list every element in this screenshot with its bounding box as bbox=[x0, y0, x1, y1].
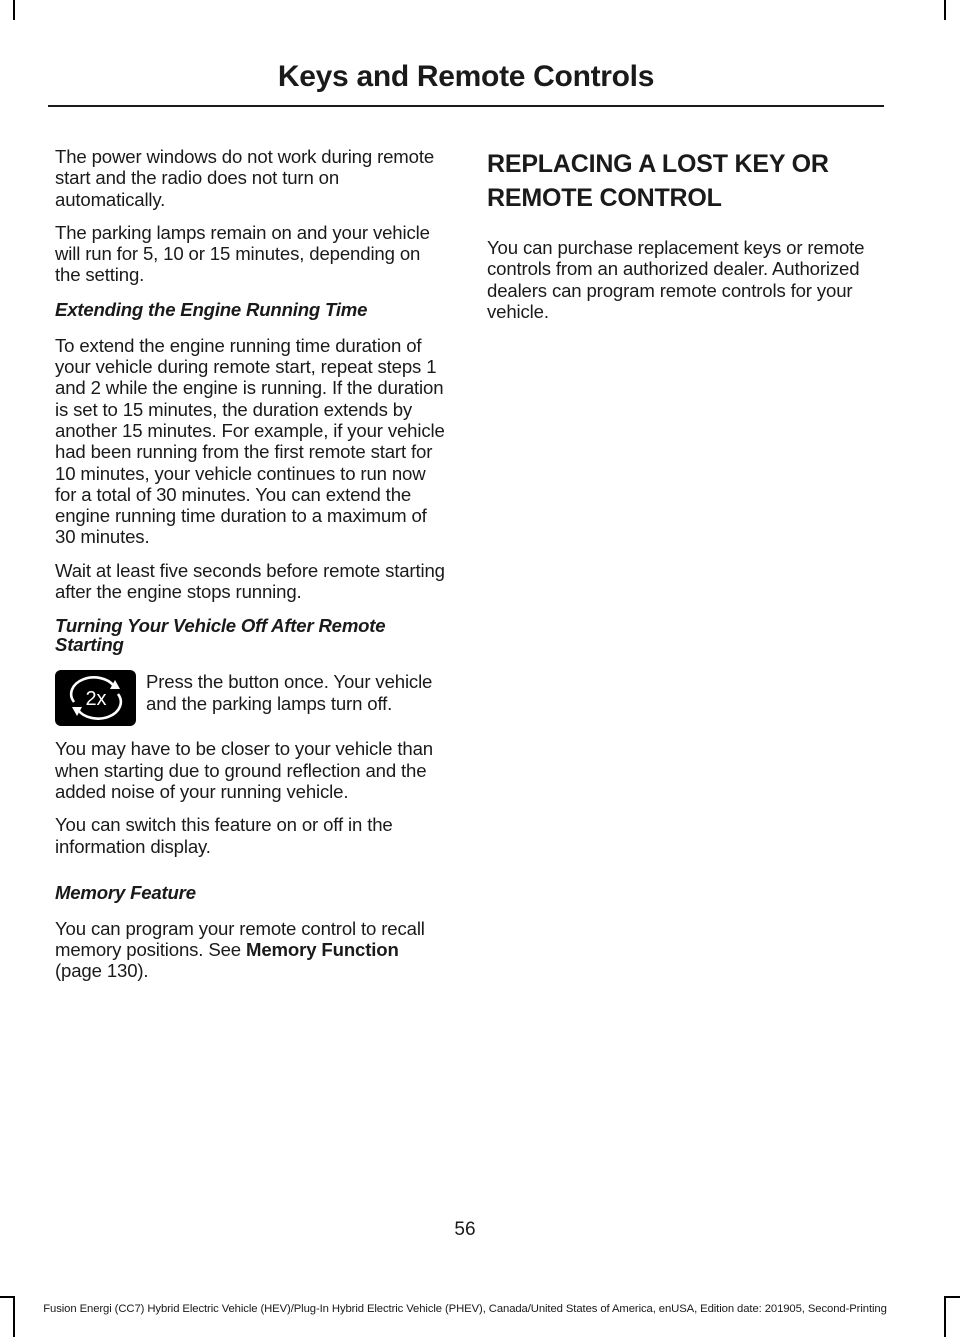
paragraph-press-button-once: Press the button once. Your vehicle and the parking lamps turn off. bbox=[146, 671, 433, 714]
page-number: 56 bbox=[454, 1219, 476, 1240]
remote-start-icon-row bbox=[55, 670, 450, 726]
left-column bbox=[55, 146, 450, 994]
paragraph-power-windows: The power windows do not work during remote start and the radio does not turn on automatically. bbox=[55, 146, 435, 210]
paragraph-information-display: You can switch this feature on or off in the information display. bbox=[55, 814, 393, 857]
paragraph-ground-reflection: You may have to be closer to your vehicle than when starting due to ground reflection and the added noise of your running vehicle. bbox=[55, 738, 433, 802]
paragraph-wait-five-seconds: Wait at least five seconds before remote starting after the engine stops running. bbox=[55, 559, 445, 603]
section-heading-line-1: REPLACING A LOST KEY OR bbox=[487, 150, 829, 178]
crop-mark-bottom-right-h bbox=[944, 1296, 960, 1298]
section-heading-line-2: REMOTE CONTROL bbox=[487, 184, 722, 212]
subheading-memory-feature: Memory Feature bbox=[55, 881, 196, 903]
header-divider bbox=[48, 105, 884, 107]
crop-mark-bottom-left-h bbox=[0, 1296, 15, 1298]
crop-mark-bottom-right bbox=[944, 1296, 946, 1337]
remote-start-2x-icon bbox=[55, 670, 136, 726]
icon-2x-label: 2x bbox=[84, 688, 107, 711]
memory-function-link[interactable]: Memory Function bbox=[245, 939, 399, 961]
memory-text-pre: You can program your remote control to recall memory positions. See bbox=[55, 917, 425, 961]
crop-mark-top-right bbox=[944, 0, 946, 20]
paragraph-extend-duration: To extend the engine running time duration of your vehicle during remote start, repeat steps 1 and 2 while the engine is running. If the duration is set to 15 minutes, the duration extends by another 15 minutes. For example, if your vehicle had been running from the first remote start for 10 minutes, your vehicle continues to run now for a total of 30 minutes. You can extend the engine running time duration to a maximum of 30 minutes. bbox=[55, 334, 445, 548]
right-column bbox=[487, 146, 882, 334]
footer-edition-info: Fusion Energi (CC7) Hybrid Electric Vehicle (HEV)/Plug-In Hybrid Electric Vehicle (PHEV), Canada/United States of America, enUSA, Edition date: 201905, Second-Printing bbox=[43, 1303, 887, 1315]
subheading-turning-off: Turning Your Vehicle Off After Remote Starting bbox=[55, 615, 386, 656]
memory-text-post: (page 130). bbox=[55, 960, 149, 982]
circular-arrows-icon bbox=[64, 676, 128, 720]
page-title: Keys and Remote Controls bbox=[277, 60, 655, 93]
paragraph-replacement-keys: You can purchase replacement keys or remote controls from an authorized dealer. Authorized dealers can program remote controls for your vehicle. bbox=[487, 237, 865, 322]
paragraph-parking-lamps: The parking lamps remain on and your vehicle will run for 5, 10 or 15 minutes, depending on the setting. bbox=[55, 221, 430, 286]
section-heading-replacing-key bbox=[487, 149, 882, 213]
paragraph-memory-positions bbox=[55, 918, 450, 982]
subheading-extending-running-time: Extending the Engine Running Time bbox=[55, 298, 368, 320]
crop-mark-top-left bbox=[13, 0, 15, 20]
